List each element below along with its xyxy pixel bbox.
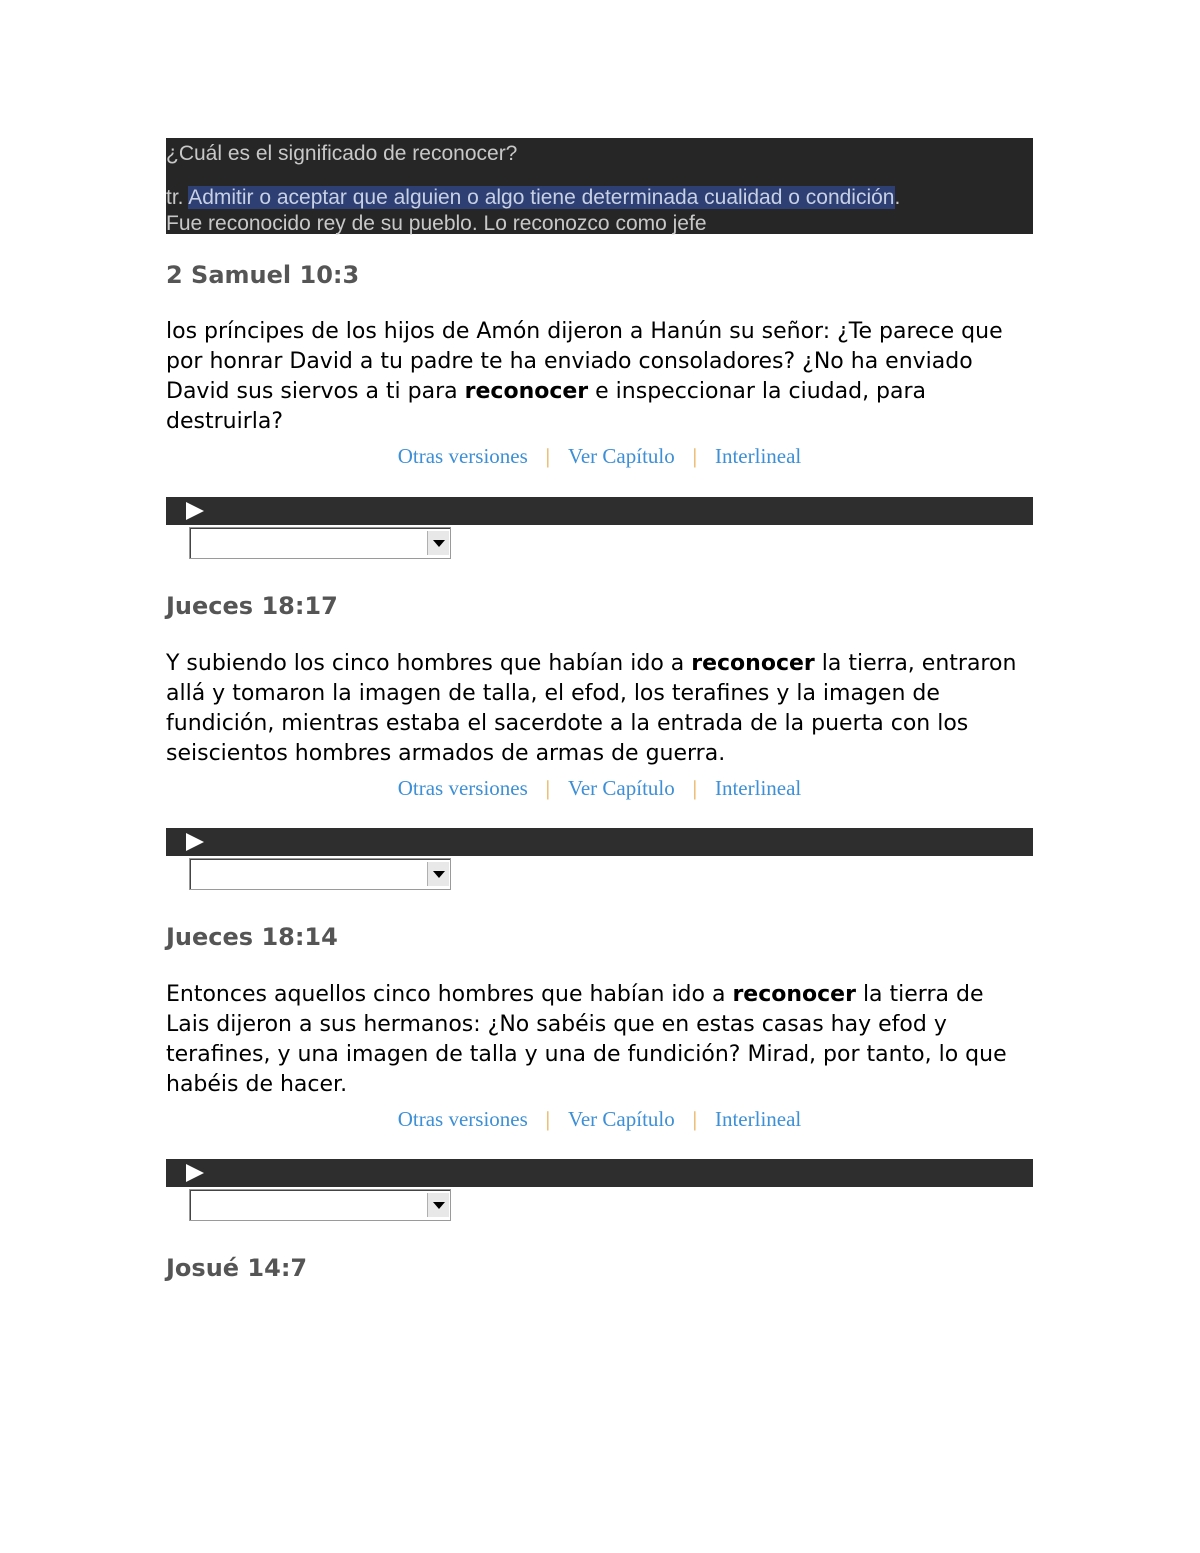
verse-reference: 2 Samuel 10:3 [166,261,360,289]
view-chapter-link[interactable]: Ver Capítulo [568,444,675,468]
other-versions-link[interactable]: Otras versiones [397,776,528,800]
verse-text-before: Entonces aquellos cinco hombres que habían ido a [166,982,733,1007]
audio-player-bar [166,497,1033,525]
verse-text-before: los príncipes de los hijos de Amón dijeron a Hanún su señor: ¿Te parece que por honrar David a tu padre te ha enviado consoladores? ¿No ha enviado David sus siervos a ti para [166,319,1003,404]
verse-keyword: reconocer [732,982,856,1007]
verse-text [166,317,1033,437]
definition-box [166,138,1033,234]
other-versions-link[interactable]: Otras versiones [397,444,528,468]
verse-links [166,1104,1033,1134]
verse-keyword: reconocer [691,651,815,676]
other-versions-link[interactable]: Otras versiones [397,1107,528,1131]
interlinear-link[interactable]: Interlineal [714,444,802,468]
definition-line [166,185,1033,211]
verse-reference: Josué 14:7 [166,1254,308,1282]
link-separator: | [545,444,551,468]
definition-prefix: tr. [166,186,189,209]
link-separator: | [692,444,697,468]
verse-text [166,980,1033,1100]
link-separator: | [692,1107,697,1131]
interlinear-link[interactable]: Interlineal [714,1107,802,1131]
verse-text-after: la tierra de Lais dijeron a sus hermanos: ¿No sabéis que en estas casas hay efod y terafines, y una imagen de talla y una de fundición? Mirad, por tanto, lo que habéis de hacer. [166,982,1007,1097]
verse-text [166,649,1033,769]
verse-links [166,441,1033,471]
version-select[interactable] [189,858,451,890]
audio-player-bar [166,1159,1033,1187]
verse-text-after: la tierra, entraron allá y tomaron la imagen de talla, el efod, los terafines y la imagen de fundición, mientras estaba el sacerdote a la entrada de la puerta con los seiscientos hombres armados de armas de guerra. [166,651,1017,766]
play-icon[interactable] [186,1164,204,1182]
verse-text-after: e inspeccionar la ciudad, para destruirla? [166,379,927,434]
chevron-down-icon[interactable] [427,1193,449,1217]
link-separator: | [692,776,697,800]
interlinear-link[interactable]: Interlineal [714,776,802,800]
verse-reference: Jueces 18:17 [166,592,338,620]
verse-text-before: Y subiendo los cinco hombres que habían ido a [166,651,692,676]
link-separator: | [545,1107,551,1131]
definition-question: ¿Cuál es el significado de reconocer? [166,142,518,165]
chevron-down-icon[interactable] [427,862,449,886]
view-chapter-link[interactable]: Ver Capítulo [568,776,675,800]
view-chapter-link[interactable]: Ver Capítulo [568,1107,675,1131]
definition-after-highlight: . [894,186,901,209]
version-select[interactable] [189,1189,451,1221]
play-icon[interactable] [186,833,204,851]
definition-highlight: Admitir o aceptar que alguien o algo tiene determinada cualidad o condición [188,186,895,209]
verse-keyword: reconocer [464,379,589,404]
verse-reference: Jueces 18:14 [166,923,338,951]
play-icon[interactable] [186,502,204,520]
audio-player-bar [166,828,1033,856]
version-select[interactable] [189,527,451,559]
verse-links [166,773,1033,803]
definition-example: Fue reconocido rey de su pueblo. Lo reconozco como jefe [166,212,707,235]
page-content [166,138,1033,1283]
link-separator: | [545,776,551,800]
chevron-down-icon[interactable] [427,531,449,555]
